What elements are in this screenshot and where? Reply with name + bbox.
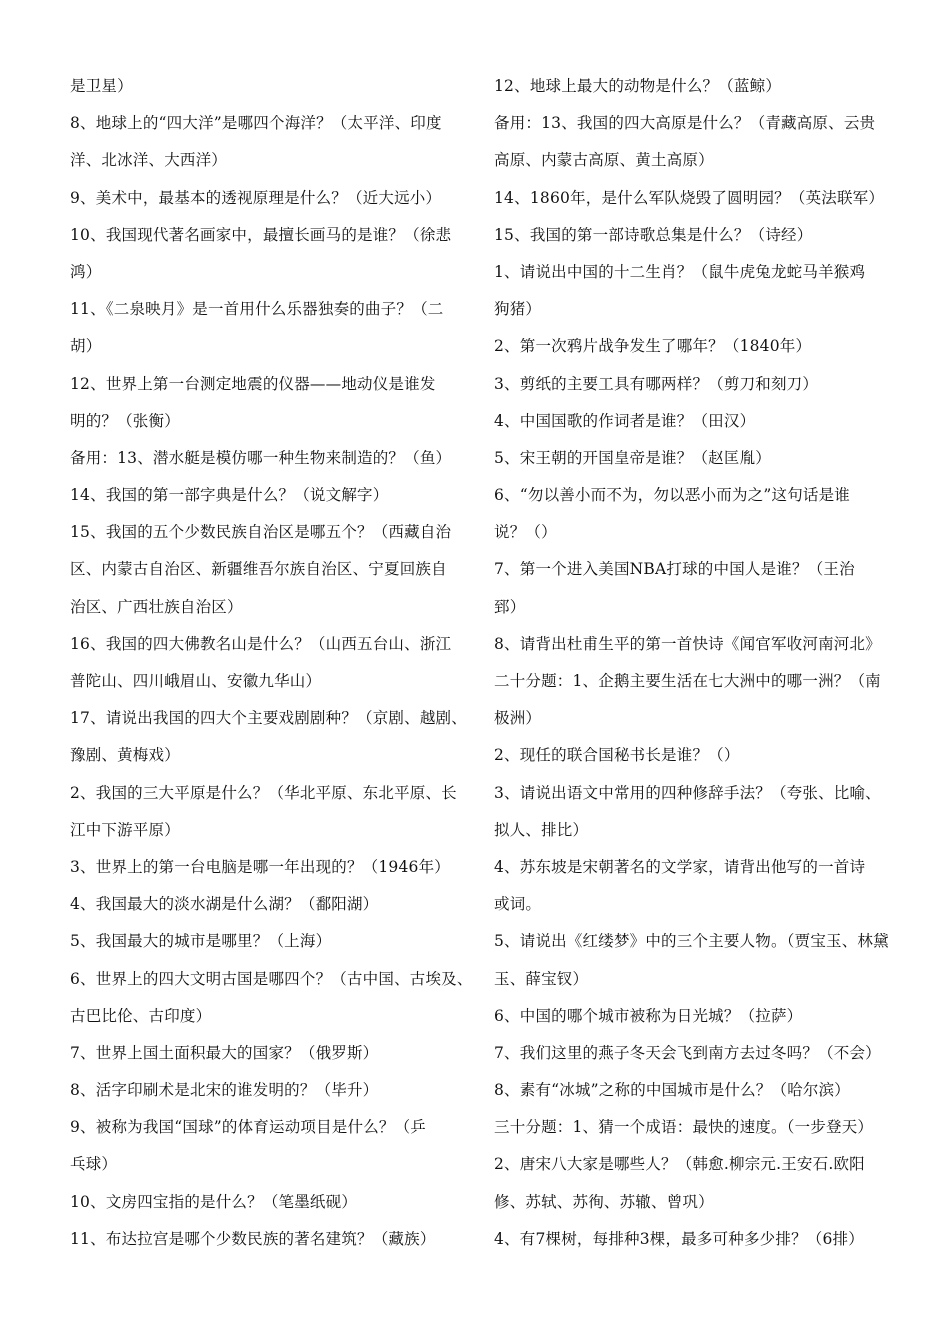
text-line: 洋、北冰洋、大西洋）: [70, 151, 228, 170]
text-line: 2、我国的三大平原是什么？（华北平原、东北平原、长: [70, 783, 457, 802]
text-line: 9、被称为我国“国球”的体育运动项目是什么？（乒: [70, 1118, 427, 1137]
text-line: 2、现任的联合国秘书长是谁？（）: [494, 746, 740, 765]
text-line: 5、请说出《红缕梦》中的三个主要人物。（贾宝玉、林黛: [494, 932, 889, 951]
text-line: 15、我国的五个少数民族自治区是哪五个？（西藏自治: [70, 523, 452, 542]
text-line: 6、中国的哪个城市被称为日光城？（拉萨）: [494, 1006, 803, 1025]
text-line: 玉、薛宝钗）: [494, 969, 589, 988]
text-line: 4、我国最大的淡水湖是什么湖？（鄱阳湖）: [70, 895, 379, 914]
text-line: 7、世界上国土面积最大的国家？（俄罗斯）: [70, 1043, 379, 1062]
text-line: 17、请说出我国的四大个主要戏剧剧种？（京剧、越剧、: [70, 709, 467, 728]
text-line: 11、《二泉映月》是一首用什么乐器独奏的曲子？（二: [70, 300, 444, 319]
text-line: 说？（）: [494, 523, 557, 542]
text-line: 备用：13、潜水艇是模仿哪一种生物来制造的？（鱼）: [70, 448, 452, 467]
text-line: 拟人、排比）: [494, 820, 589, 839]
text-line: 3、请说出语文中常用的四种修辞手法？（夸张、比喻、: [494, 783, 881, 802]
text-line: 11、布达拉宫是哪个少数民族的著名建筑？（藏族）: [70, 1229, 436, 1248]
text-line: 3、剪纸的主要工具有哪两样？（剪刀和刻刀）: [494, 374, 819, 393]
text-line: 古巴比伦、古印度）: [70, 1006, 212, 1025]
text-line: 7、我们这里的燕子冬天会飞到南方去过冬吗？（不会）: [494, 1043, 881, 1062]
right-column: [494, 68, 890, 1258]
text-line: 12、地球上最大的动物是什么？（蓝鲸）: [494, 77, 782, 95]
text-line: 8、素有“冰城”之称的中国城市是什么？（哈尔滨）: [494, 1081, 851, 1100]
text-line: 9、美术中，最基本的透视原理是什么？（近大远小）: [70, 188, 442, 207]
text-line: 狗猪）: [494, 300, 542, 319]
text-line: 15、我国的第一部诗歌总集是什么？（诗经）: [494, 225, 813, 244]
text-line: 5、宋王朝的开国皇帝是谁？（赵匡胤）: [494, 448, 771, 467]
text-line: 江中下游平原）: [70, 820, 180, 839]
text-line: 5、我国最大的城市是哪里？（上海）: [70, 932, 332, 951]
text-line: 2、第一次鸦片战争发生了哪年？（1840年）: [494, 337, 812, 356]
text-line: 16、我国的四大佛教名山是什么？（山西五台山、浙江: [70, 634, 452, 653]
text-line: 14、我国的第一部字典是什么？（说文解字）: [70, 486, 389, 505]
text-line: 2、唐宋八大家是哪些人？（韩愈.柳宗元.王安石.欧阳: [494, 1155, 865, 1174]
text-line: 二十分题：1、企鹅主要生活在七大洲中的哪一洲？（南: [494, 672, 881, 690]
text-line: 普陀山、四川峨眉山、安徽九华山）: [70, 672, 322, 690]
left-column: [70, 68, 478, 1258]
text-line: 三十分题：1、猜一个成语：最快的速度。（一步登天）: [494, 1118, 874, 1137]
text-line: 4、苏东坡是宋朝著名的文学家，请背出他写的一首诗: [494, 857, 866, 876]
text-line: 8、请背出杜甫生平的第一首快诗《闻官军收河南河北》: [494, 634, 881, 653]
text-line: 8、地球上的“四大洋”是哪四个海洋？（太平洋、印度: [70, 114, 442, 133]
text-line: 区、内蒙古自治区、新疆维吾尔族自治区、宁夏回族自: [70, 560, 447, 579]
text-line: 是卫星）: [70, 77, 133, 95]
text-line: 郅）: [494, 597, 526, 616]
text-line: 胡）: [70, 337, 102, 356]
text-line: 高原、内蒙古高原、黄土高原）: [494, 151, 714, 170]
text-line: 7、第一个进入美国NBA打球的中国人是谁？（王治: [494, 560, 855, 579]
text-line: 6、世界上的四大文明古国是哪四个？（古中国、古埃及、: [70, 969, 473, 988]
text-line: 或词。: [494, 895, 542, 914]
text-line: 6、“勿以善小而不为，勿以恶小而为之”这句话是谁: [494, 486, 851, 505]
text-line: 4、中国国歌的作词者是谁？（田汉）: [494, 411, 756, 430]
text-line: 极洲）: [494, 709, 542, 728]
text-line: 修、苏轼、苏徇、苏辙、曾巩）: [494, 1192, 714, 1211]
text-line: 治区、广西壮族自治区）: [70, 597, 243, 616]
text-line: 豫剧、黄梅戏）: [70, 746, 180, 765]
text-line: 1、请说出中国的十二生肖？（鼠牛虎兔龙蛇马羊猴鸡: [494, 262, 866, 281]
text-line: 12、世界上第一台测定地震的仪器——地动仪是谁发: [70, 374, 436, 393]
text-line: 10、我国现代著名画家中，最擅长画马的是谁？（徐悲: [70, 225, 452, 244]
text-line: 备用：13、我国的四大高原是什么？（青藏高原、云贵: [494, 114, 876, 133]
text-line: 3、世界上的第一台电脑是哪一年出现的？（1946年）: [70, 857, 451, 876]
text-line: 乓球）: [70, 1155, 118, 1174]
text-line: 明的？（张衡）: [70, 411, 180, 430]
text-line: 4、有7棵树，每排种3棵，最多可种多少排？（6排）: [494, 1229, 864, 1248]
text-line: 10、文房四宝指的是什么？（笔墨纸砚）: [70, 1192, 358, 1211]
text-line: 14、1860年，是什么军队烧毁了圆明园？（英法联军）: [494, 188, 885, 207]
text-line: 鸿）: [70, 262, 102, 281]
text-line: 8、活字印刷术是北宋的谁发明的？（毕升）: [70, 1081, 379, 1100]
